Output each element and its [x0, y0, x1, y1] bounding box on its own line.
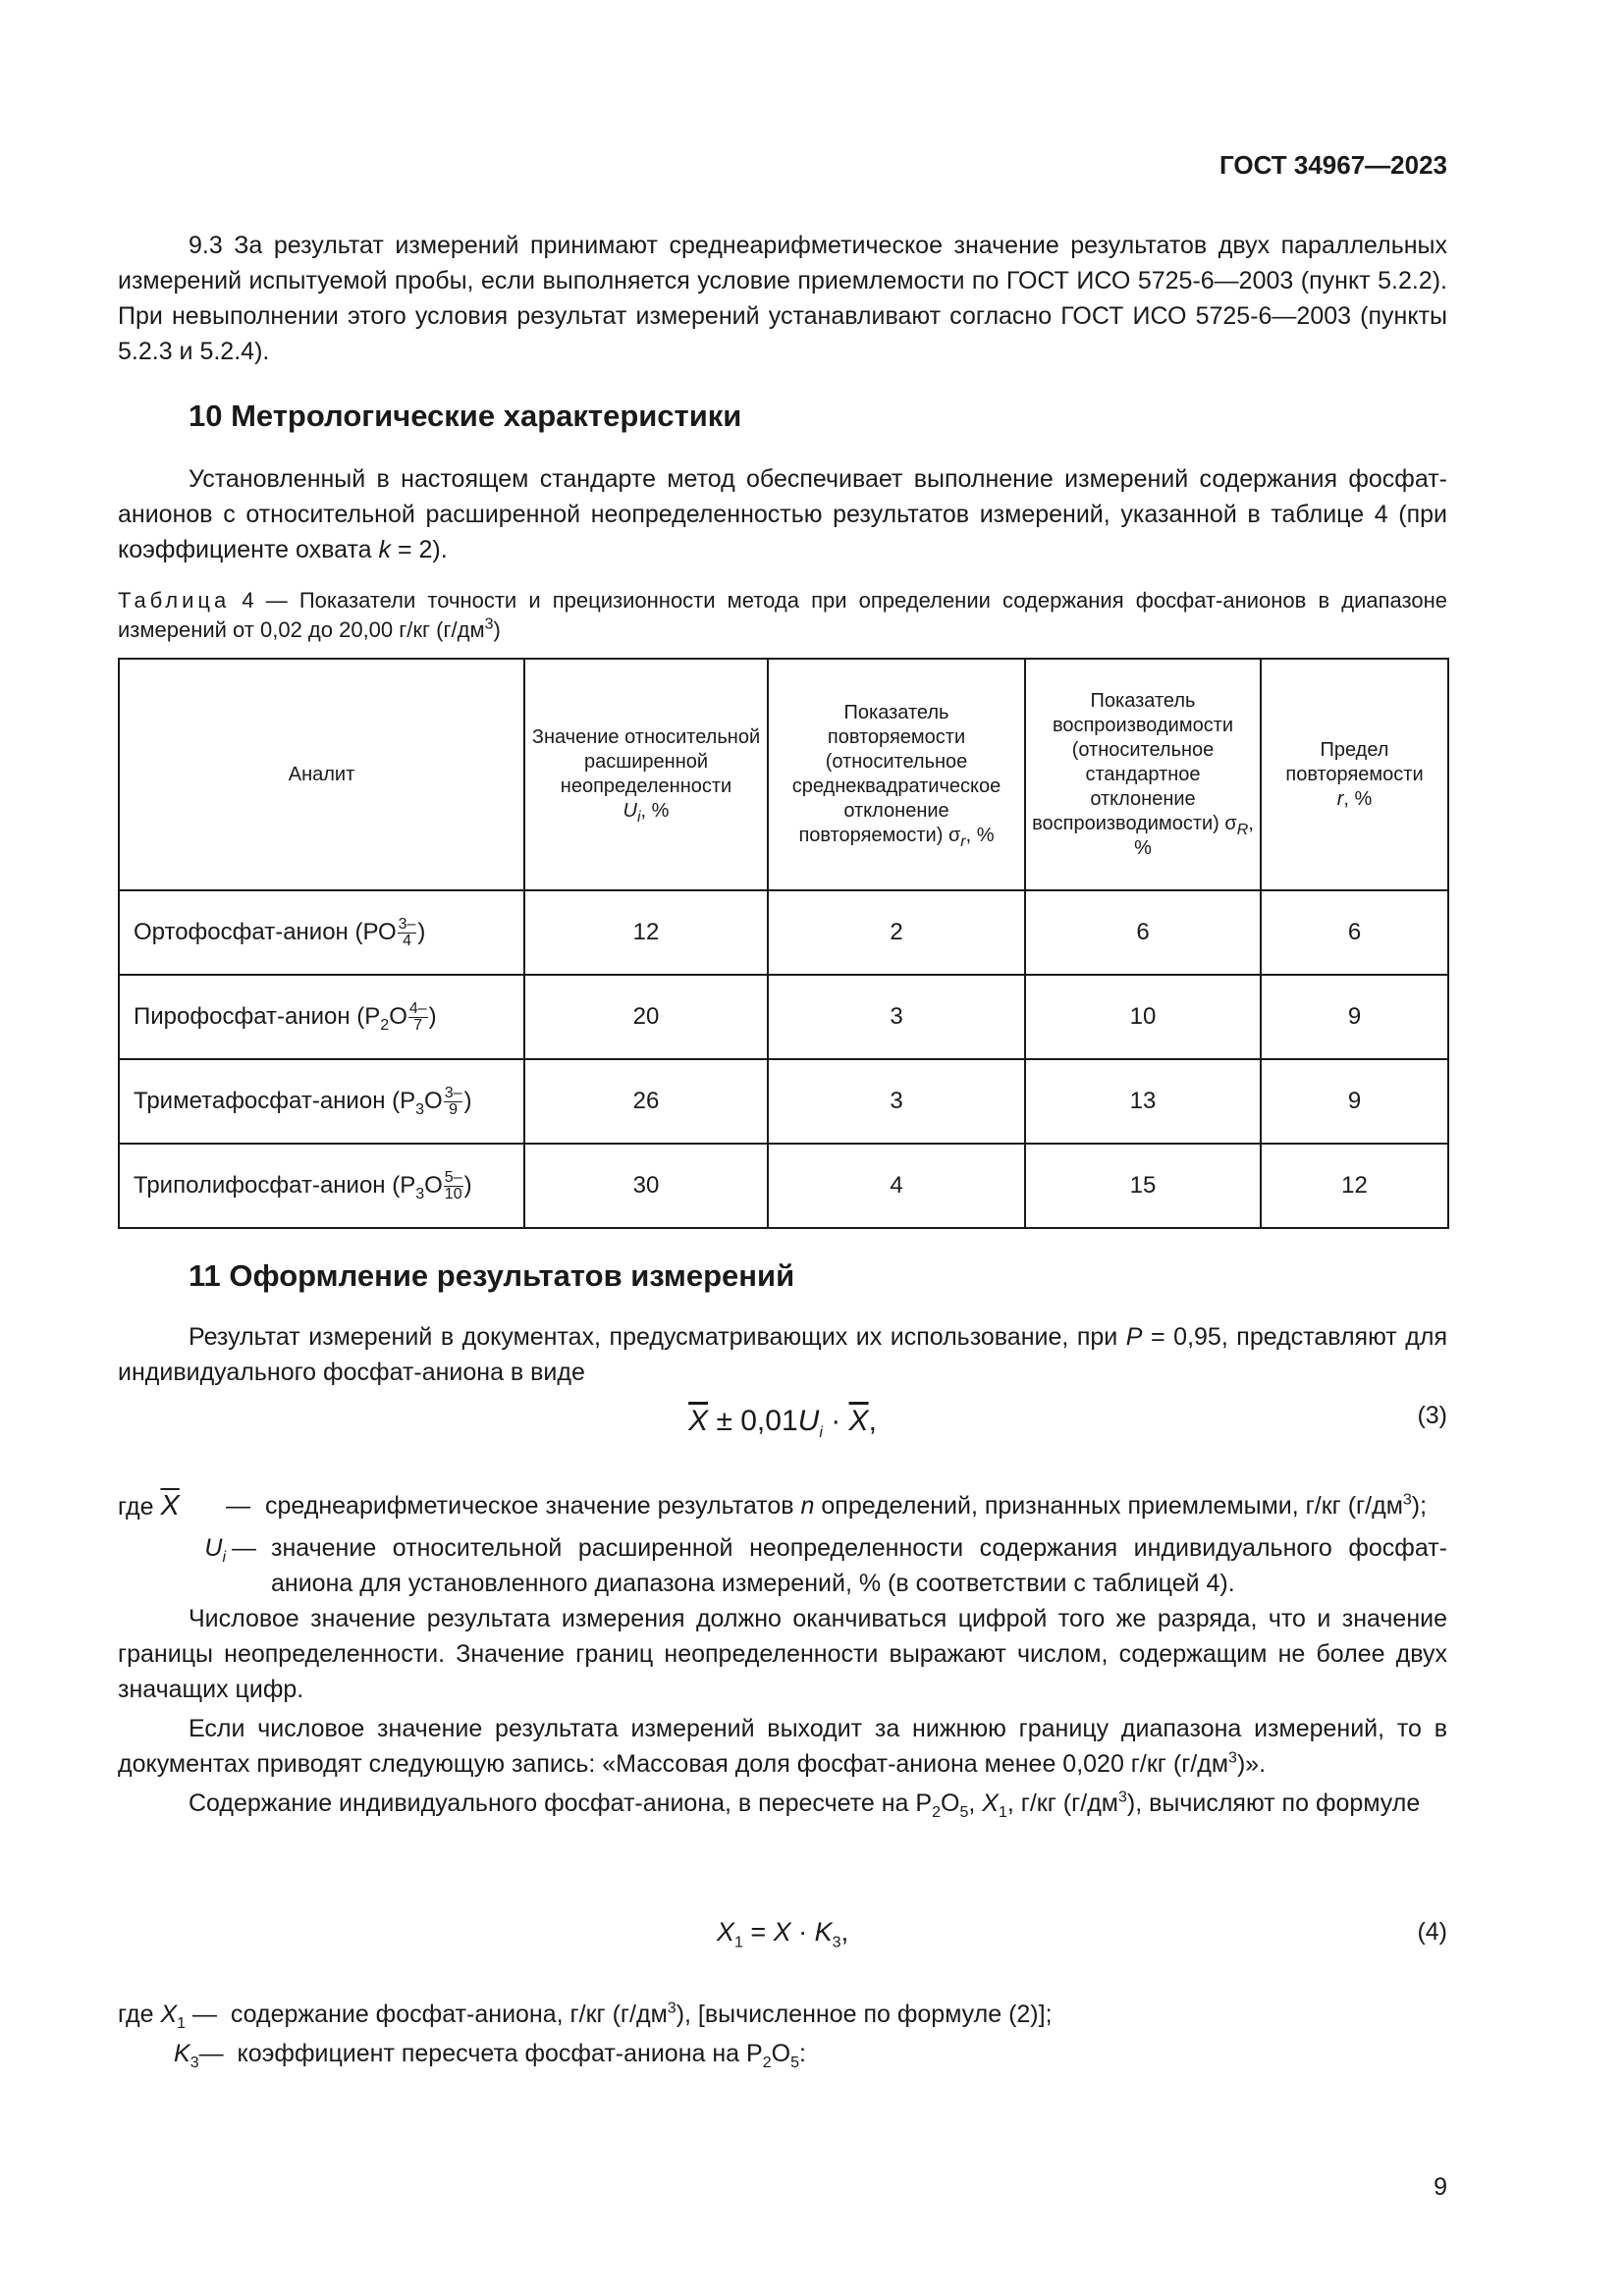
h3-end: , %: [965, 825, 995, 846]
where-sym-U: U: [204, 1534, 223, 1562]
analyte-mid: О: [389, 1003, 407, 1030]
s10-k: k: [378, 536, 391, 563]
value-r: 9: [1261, 975, 1448, 1059]
where-sym-K: K: [174, 2040, 190, 2067]
section-10-paragraph: [118, 461, 1447, 567]
value-u: 12: [524, 890, 768, 975]
analyte-cell: [119, 975, 524, 1059]
w1-a: среднеарифметическое значение результатов: [265, 1492, 801, 1520]
f4-dot: ·: [790, 1917, 815, 1947]
charge-fraction: [408, 1001, 428, 1034]
s11-p4-sub3: 1: [998, 1804, 1007, 1821]
table-row: [119, 1144, 1448, 1228]
w1-c: );: [1411, 1492, 1428, 1520]
header-uncertainty: [524, 659, 768, 890]
table-row: [119, 890, 1448, 975]
h2-sym: U: [623, 800, 637, 822]
where-k3: [118, 2036, 1447, 2071]
formula-3-number: (3): [1417, 1402, 1447, 1429]
f4-eq: =: [742, 1917, 774, 1947]
analyte-name: Пирофосфат-анион (Р: [134, 1003, 381, 1030]
f3-pm: ± 0,01: [708, 1405, 798, 1437]
page-number: 9: [1434, 2173, 1447, 2201]
f4-end: ,: [840, 1917, 849, 1947]
h3-text: Показатель повторяемости (относительное среднеквадратическое отклонение повторяемости) σ: [791, 702, 1001, 846]
f3-dot: ·: [822, 1405, 849, 1437]
where-sym-xbar: $\overline{X}$: [160, 1490, 180, 1522]
where-dash: —: [192, 2001, 217, 2028]
f3-end: ,: [868, 1405, 877, 1437]
s11-p1-b: = 0,95, представляют для индивидуального фосфат-аниона в виде: [118, 1323, 1447, 1386]
f4-sub2: 3: [832, 1934, 841, 1951]
header-repeatability: [768, 659, 1025, 890]
f4-K: K: [814, 1917, 833, 1947]
h2-sub: i: [636, 809, 641, 826]
analyte-close: ): [428, 1003, 437, 1030]
formula-3: [118, 1404, 1447, 1439]
s11-p4-X: X: [982, 1789, 999, 1817]
frac-num: 3–: [398, 916, 416, 934]
where-desc: [265, 1488, 1447, 1524]
where-block-1: [118, 1488, 1447, 1821]
formula-4-number: (4): [1417, 1918, 1447, 1946]
analyte-cell: [119, 890, 524, 975]
where-dash: —: [226, 1492, 250, 1520]
s11-p4-b: О: [940, 1789, 960, 1817]
where-word: где: [118, 2001, 154, 2028]
h3-sub: r: [960, 833, 966, 850]
f4-X: X: [716, 1917, 734, 1947]
value-sR: 15: [1025, 1144, 1261, 1228]
analyte-sub: 3: [415, 1100, 425, 1118]
paragraph-9-3: 9.3 За результат измерений принимают среднеарифметическое значение результатов двух параллельных измерений испытуемой пробы, если выполняется условие приемлемости по ГОСТ ИСО 5725-6—2003 (пункт 5.2.2). При невыполнении этого условия результат измерений устанавливают согласно ГОСТ ИСО 5725-6—2003 (пункты 5.2.3 и 5.2.4).: [118, 232, 1447, 365]
w3-b: ), [вычисленное по формуле (2)];: [676, 2001, 1053, 2028]
f4-sub1: 1: [733, 1934, 743, 1951]
w4-a: коэффициент пересчета фосфат-аниона на Р: [237, 2040, 763, 2067]
w4-b: О: [771, 2040, 791, 2067]
where-xbar: [118, 1488, 1447, 1524]
h5-sym: r: [1336, 787, 1344, 810]
f3-xbar: $\overline{X}$: [688, 1405, 709, 1437]
table-4-wrapper: [118, 658, 1447, 1229]
value-r: 12: [1261, 1144, 1448, 1228]
where-dash: —: [232, 1534, 256, 1562]
f3-xbar2: $\overline{X}$: [848, 1405, 869, 1437]
s11-p1-P: P: [1125, 1323, 1143, 1351]
w4-c: :: [798, 2040, 806, 2067]
s11-p4-sub2: 5: [959, 1804, 969, 1821]
frac-den: 10: [444, 1186, 462, 1203]
value-sR: 10: [1025, 975, 1261, 1059]
h4-sub: R: [1236, 821, 1249, 838]
value-sr: 4: [768, 1144, 1025, 1228]
value-u: 20: [524, 975, 768, 1059]
section-11-title: 11 Оформление результатов измерений: [189, 1258, 795, 1293]
w1-b: определений, признанных приемлемыми, г/кг (г/дм: [814, 1492, 1403, 1520]
analyte-mid: О: [424, 1172, 443, 1199]
frac-num: 4–: [408, 1000, 427, 1018]
frac-den: 4: [403, 933, 411, 950]
value-r: 9: [1261, 1059, 1448, 1144]
header-repeatability-limit: [1261, 659, 1448, 890]
charge-fraction: [444, 1170, 463, 1202]
table-caption-text: 4 — Показатели точности и прецизионности метода при определении содержания фосфат-анионов в диапазоне измерений от 0,02 до 20,00 г/кг (г/дм: [118, 588, 1447, 642]
s11-p4-sub1: 2: [932, 1804, 941, 1821]
table-caption-end: ): [493, 617, 501, 642]
h4-end: , %: [1134, 812, 1254, 859]
w3-sup: 3: [667, 2000, 677, 2017]
s11-p4-e: ), вычисляют по формуле: [1126, 1789, 1421, 1817]
w4-sub1: 2: [762, 2055, 772, 2071]
value-r: 6: [1261, 890, 1448, 975]
s11-p4-sup: 3: [1117, 1789, 1127, 1806]
value-sr: 2: [768, 890, 1025, 975]
analyte-close: ): [463, 1172, 472, 1199]
where-sub-1: 1: [177, 2015, 187, 2032]
value-sR: 13: [1025, 1059, 1261, 1144]
frac-den: 7: [413, 1017, 423, 1035]
section-11-paragraph-4: [118, 1786, 1447, 1821]
f4-X2: X: [773, 1917, 791, 1947]
table-header-row: [119, 659, 1448, 890]
table-4: [118, 658, 1449, 1229]
s11-p4-c: ,: [968, 1789, 983, 1817]
value-u: 30: [524, 1144, 768, 1228]
frac-den: 9: [449, 1101, 459, 1119]
analyte-close: ): [463, 1088, 472, 1114]
where-desc: значение относительной расширенной неопределенности содержания индивидуального фосфат-аниона для установленного диапазона измерений, % (в соответствии с таблицей 4).: [271, 1534, 1447, 1597]
where-dash: —: [198, 2040, 224, 2067]
section-11-paragraph-1: [118, 1319, 1447, 1390]
table-caption: [118, 586, 1447, 645]
h5-text: Предел повторяемости: [1285, 738, 1424, 785]
where-word: где: [118, 1493, 154, 1521]
section-11-paragraph-2: Числовое значение результата измерения должно оканчиваться цифрой того же разряда, что и значение границы неопределенности. Значение границ неопределенности выражают числом, содержащим не более двух значащих цифр.: [118, 1605, 1447, 1703]
section-10-title: 10 Метрологические характеристики: [189, 399, 742, 433]
s11-p3-a: Если числовое значение результата измерений выходит за нижнюю границу диапазона измерений, то в документах приводят следующую запись: «Массовая доля фосфат-аниона менее 0,020 г/кг (г/дм: [118, 1715, 1447, 1778]
frac-num: 5–: [444, 1169, 462, 1187]
s11-p4-d: , г/кг (г/дм: [1006, 1789, 1118, 1817]
where-x1: [118, 1997, 1447, 2032]
w1-sup: 3: [1402, 1491, 1412, 1509]
frac-num: 3–: [444, 1085, 462, 1102]
table-row: [119, 1059, 1448, 1144]
value-sr: 3: [768, 1059, 1025, 1144]
analyte-sub: 3: [415, 1185, 425, 1202]
analyte-mid: О: [424, 1088, 443, 1114]
analyte-name: Триполифосфат-анион (Р: [134, 1172, 416, 1199]
analyte-close: ): [417, 919, 426, 945]
h5-end: , %: [1343, 787, 1373, 810]
h2-end: , %: [640, 800, 670, 822]
analyte-name: Триметафосфат-анион (Р: [134, 1088, 416, 1114]
where-ui: [118, 1530, 1447, 1601]
table-caption-sup: 3: [484, 615, 494, 633]
s10-text-b: = 2).: [391, 536, 448, 563]
h2-text: Значение относительной расширенной неопределенности: [531, 726, 761, 797]
s11-p1-a: Результат измерений в документах, предусматривающих их использование, при: [189, 1323, 1126, 1351]
s11-p3-sup: 3: [1228, 1749, 1237, 1767]
s11-p4-a: Содержание индивидуального фосфат-аниона, в пересчете на Р: [189, 1789, 933, 1817]
where-sub-3: 3: [189, 2055, 199, 2071]
f3-i: i: [819, 1424, 823, 1441]
charge-fraction: [398, 917, 417, 949]
header-analyte: Аналит: [119, 659, 524, 890]
where-lead: [118, 1530, 226, 1601]
h4-text: Показатель воспроизводимости (относительное стандартное отклонение воспроизводимости) σ: [1032, 689, 1237, 834]
section-11-paragraph-3: [118, 1711, 1447, 1782]
table-label: Таблица: [118, 588, 231, 613]
where-lead: [118, 1488, 226, 1524]
where-block-2: [118, 1997, 1447, 2071]
charge-fraction: [444, 1086, 463, 1118]
f3-U: U: [797, 1405, 820, 1437]
value-u: 26: [524, 1059, 768, 1144]
where-sym-X: X: [160, 2001, 178, 2028]
value-sr: 3: [768, 975, 1025, 1059]
s11-p3-b: )».: [1236, 1750, 1267, 1778]
table-row: [119, 975, 1448, 1059]
where-sub-i: i: [222, 1549, 226, 1566]
value-sR: 6: [1025, 890, 1261, 975]
formula-4: [118, 1914, 1447, 1949]
w4-sub2: 5: [790, 2055, 799, 2071]
analyte-cell: [119, 1144, 524, 1228]
analyte-sub: 2: [380, 1016, 390, 1034]
w3-a: содержание фосфат-аниона, г/кг (г/дм: [230, 2001, 668, 2028]
document-header: ГОСТ 34967—2023: [1219, 150, 1447, 180]
analyte-cell: [119, 1059, 524, 1144]
s10-text-a: Установленный в настоящем стандарте метод обеспечивает выполнение измерений содержания фосфат-анионов с относительной расширенной неопределенностью результатов измерений, указанной в таблице 4 (при коэффициенте охвата: [118, 465, 1447, 563]
analyte-name: Ортофосфат-анион (РО: [134, 919, 397, 945]
w1-n: n: [800, 1492, 815, 1520]
header-reproducibility: [1025, 659, 1261, 890]
